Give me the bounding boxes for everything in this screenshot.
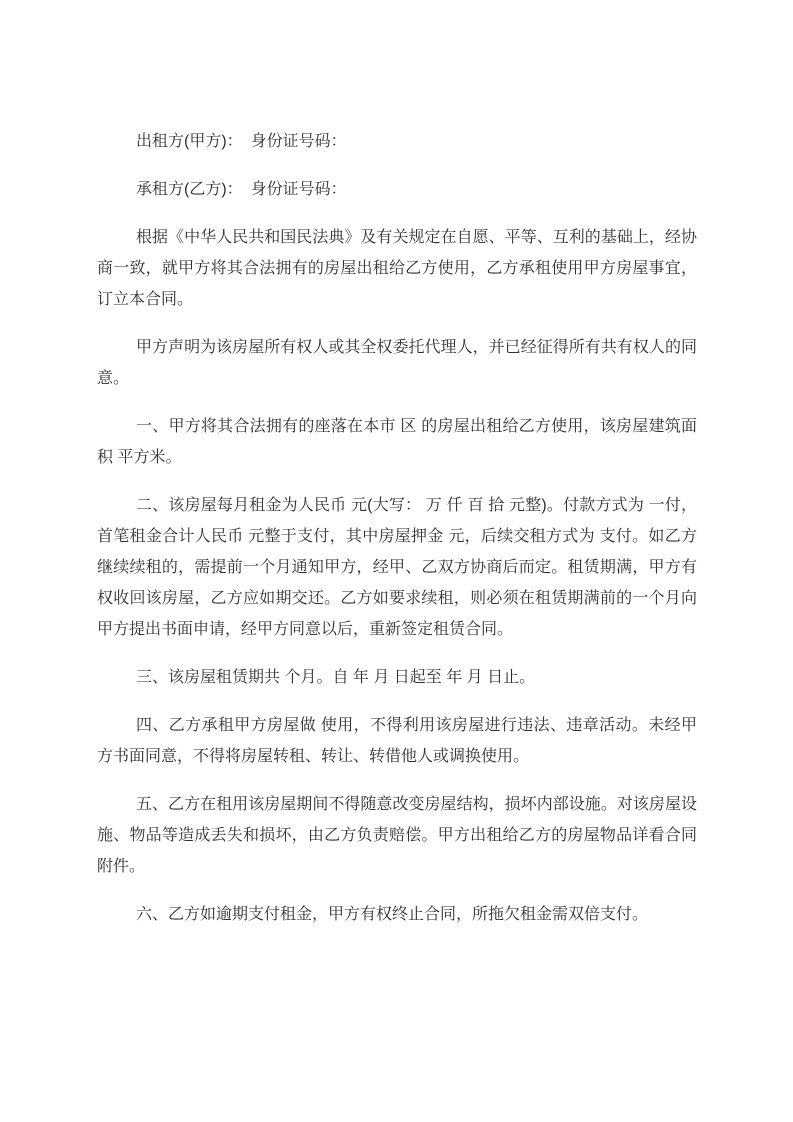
paragraph-lessor-line: 出租方(甲方)： 身份证号码：: [136, 133, 347, 150]
paragraph-preamble: 根据《中华人民共和国民法典》及有关规定在自愿、平等、互利的基础上，经协商一致，就甲方将其合法拥有的房屋出租给乙方使用，乙方承租使用甲方房屋事宜，订立本合同。: [97, 229, 697, 308]
paragraph-clause-4: 四、乙方承租甲方房屋做 使用，不得利用该房屋进行违法、违章活动。未经甲方书面同意，不得将房屋转租、转让、转借他人或调换使用。: [97, 717, 697, 765]
paragraph-clause-5: 五、乙方在租用该房屋期间不得随意改变房屋结构，损坏内部设施。对该房屋设施、物品等造成丢失和损坏，由乙方负责赔偿。甲方出租给乙方的房屋物品详看合同附件。: [97, 796, 697, 875]
paragraphs-container: [97, 126, 697, 930]
paragraph-ownership-declaration: 甲方声明为该房屋所有权人或其全权委托代理人，并已经征得所有共有权人的同意。: [97, 339, 697, 387]
paragraph-lessee-line: 承租方(乙方)： 身份证号码：: [136, 181, 347, 198]
paragraph-clause-3: 三、该房屋租赁期共 个月。自 年 月 日起至 年 月 日止。: [136, 669, 536, 686]
paragraph-clause-2: 二、该房屋每月租金为人民币 元(大写： 万 仟 百 拾 元整)。付款方式为 一付，首笔租金合计人民币 元整于支付，其中房屋押金 元，后续交租方式为 支付。如乙方继续续租的，需提前一个月通知甲方，经甲、乙双方协商后而定。租赁期满，甲方有权收回该房屋，乙方应如期交还。乙方如要求续租，则必须在租赁期满前的一个月向甲方提出书面申请，经甲方同意以后，重新签定租赁合同。: [97, 497, 697, 638]
paragraph-clause-6: 六、乙方如逾期支付租金，甲方有权终止合同，所拖欠租金需双倍支付。: [136, 906, 649, 923]
paragraph-clause-1: 一、甲方将其合法拥有的座落在本市 区 的房屋出租给乙方使用，该房屋建筑面积 平方米。: [97, 418, 697, 466]
